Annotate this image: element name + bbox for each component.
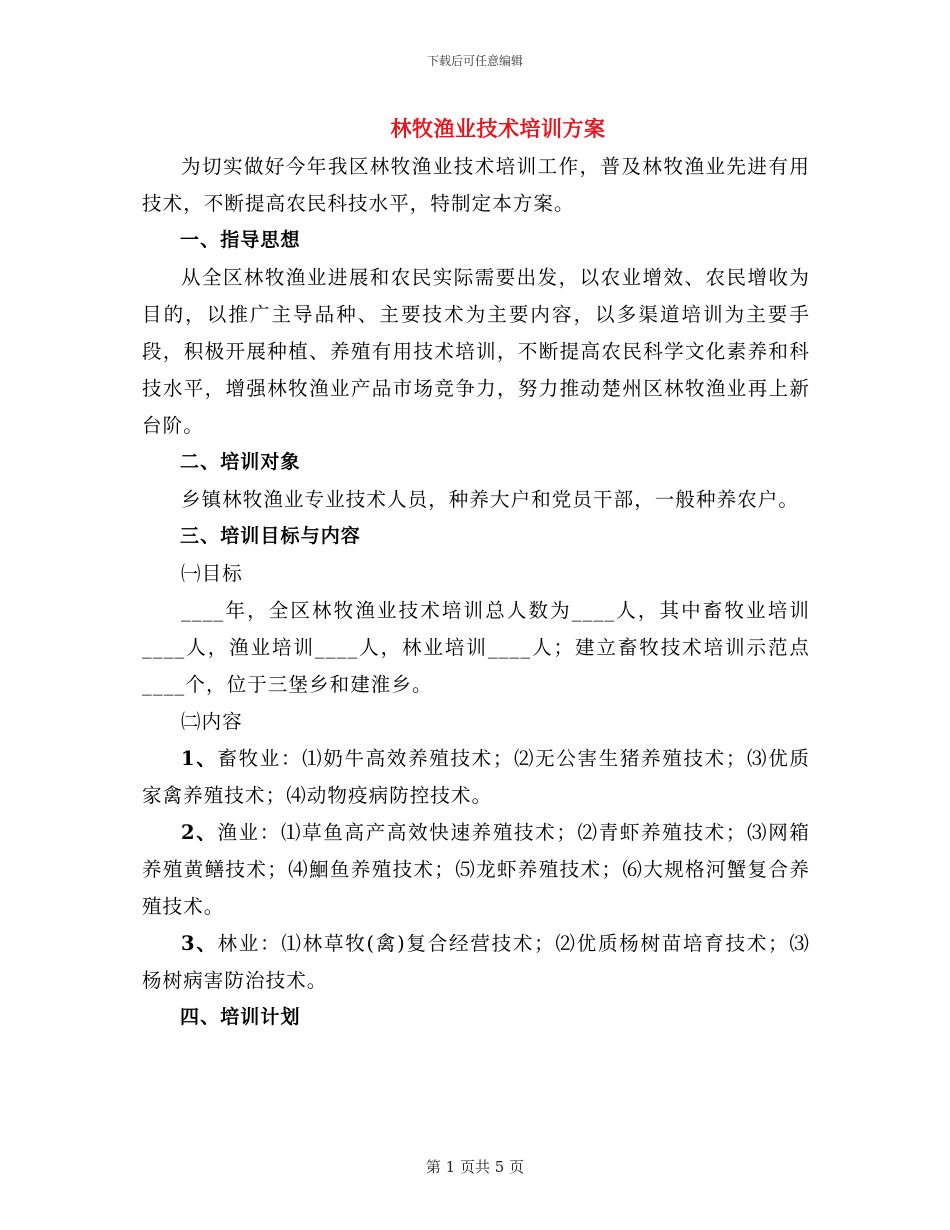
- goal-paragraph: ____年，全区林牧渔业技术培训总人数为____人，其中畜牧业培训____人，渔业培训____人，林业培训____人；建立畜牧技术培训示范点____个，位于三堡乡和建淮乡。: [142, 599, 810, 696]
- section-heading-3: 三、培训目标与内容: [180, 525, 361, 547]
- subheading-goal: ㈠目标: [181, 562, 243, 585]
- content-item-2: [142, 814, 810, 925]
- training-target-paragraph: 乡镇林牧渔业专业技术人员，种养大户和党员干部，一般种养农户。: [181, 488, 800, 511]
- content-item-3-label: 3、: [181, 932, 218, 955]
- document-body: [142, 148, 810, 1036]
- section-heading-4: 四、培训计划: [180, 1006, 301, 1028]
- guiding-thought-paragraph: 从全区林牧渔业进展和农民实际需要出发，以农业增效、农民增收为目的，以推广主导品种、主要技术为主要内容，以多渠道培训为主要手段，积极开展种植、养殖有用技术培训，不断提高农民科学文化素养和科技水平，增强林牧渔业产品市场竞争力，努力推动楚州区林牧渔业再上新台阶。: [142, 266, 810, 437]
- section-heading-2: 二、培训对象: [180, 451, 301, 473]
- header-note: 下载后可任意编辑: [426, 54, 523, 68]
- content-item-1-text: 畜牧业：⑴奶牛高效养殖技术；⑵无公害生猪养殖技术；⑶优质家禽养殖技术；⑷动物疫病防控技术。: [142, 747, 810, 807]
- subheading-content: ㈡内容: [181, 710, 243, 733]
- intro-paragraph: 为切实做好今年我区林牧渔业技术培训工作，普及林牧渔业先进有用技术，不断提高农民科技水平，特制定本方案。: [142, 155, 810, 215]
- content-item-3: [142, 925, 810, 999]
- content-item-2-text: 渔业：⑴草鱼高产高效快速养殖技术；⑵青虾养殖技术；⑶网箱养殖黄鳝技术；⑷鮰鱼养殖技术；⑸龙虾养殖技术；⑹大规格河蟹复合养殖技术。: [142, 821, 810, 918]
- content-item-2-label: 2、: [181, 821, 218, 844]
- content-item-3-text: 林业：⑴林草牧(禽)复合经营技术；⑵优质杨树苗培育技术；⑶杨树病害防治技术。: [142, 932, 810, 992]
- content-item-1-label: 1、: [181, 747, 218, 770]
- document-title: 林牧渔业技术培训方案: [390, 116, 606, 141]
- page-footer: 第 1 页共 5 页: [425, 1158, 525, 1176]
- section-heading-1: 一、指导思想: [180, 229, 301, 251]
- content-item-1: [142, 740, 810, 814]
